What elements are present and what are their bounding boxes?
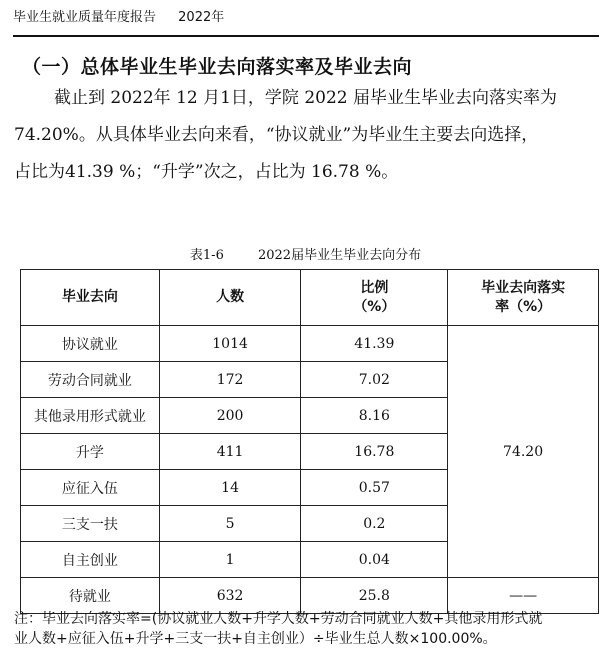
- section-heading: （一）总体毕业生毕业去向落实率及毕业去向: [22, 56, 413, 78]
- cell-count: 5: [159, 506, 301, 542]
- footnote-line: 业人数+应征入伍+升学+三支一扶+自主创业）÷毕业生总人数×100.00%。: [14, 631, 497, 647]
- footnote: [14, 609, 604, 649]
- footnote-line: 注：毕业去向落实率=(协议就业人数+升学人数+劳动合同就业人数+其他录用形式就: [14, 611, 543, 627]
- header-ratio-label: 比例: [360, 279, 389, 296]
- table-row: [21, 326, 599, 362]
- cell-count: 172: [159, 362, 301, 398]
- header-implementation-rate: [448, 270, 599, 326]
- cell-count: 411: [159, 434, 301, 470]
- cell-ratio: 7.02: [301, 362, 448, 398]
- header-destination: 毕业去向: [21, 270, 160, 326]
- cell-destination: 应征入伍: [21, 470, 160, 506]
- paragraph-line: 74.20%。从具体毕业去向来看，“协议就业”为毕业生主要去向选择，: [14, 125, 539, 145]
- cell-destination: 劳动合同就业: [21, 362, 160, 398]
- cell-count: 1014: [159, 326, 301, 362]
- running-header: [13, 9, 599, 37]
- cell-count: 1: [159, 542, 301, 578]
- cell-ratio: 16.78: [301, 434, 448, 470]
- cell-count: 200: [159, 398, 301, 434]
- report-year: 2022年: [178, 10, 225, 25]
- cell-destination: 升学: [21, 434, 160, 470]
- cell-count: 632: [159, 578, 301, 614]
- paragraph-line: 截止到 2022年 12 月1日，学院 2022 届毕业生毕业去向落实率为: [54, 88, 557, 108]
- header-rate-unit: 率（%）: [495, 298, 552, 315]
- cell-ratio: 0.57: [301, 470, 448, 506]
- table-caption-number: 表1-6: [189, 248, 224, 263]
- cell-count: 14: [159, 470, 301, 506]
- table-caption: [0, 244, 611, 263]
- header-count: 人数: [159, 270, 301, 326]
- cell-rate-dash: ——: [448, 578, 599, 614]
- cell-destination: 待就业: [21, 578, 160, 614]
- cell-ratio: 0.2: [301, 506, 448, 542]
- header-ratio: [301, 270, 448, 326]
- cell-destination: 其他录用形式就业: [21, 398, 160, 434]
- body-paragraph: [14, 80, 604, 191]
- table-header-row: [21, 270, 599, 326]
- cell-ratio: 8.16: [301, 398, 448, 434]
- cell-ratio: 25.8: [301, 578, 448, 614]
- header-rate-label: 毕业去向落实: [481, 279, 566, 296]
- header-ratio-unit: （%）: [353, 298, 396, 315]
- cell-destination: 自主创业: [21, 542, 160, 578]
- table-caption-title: 2022届毕业生毕业去向分布: [257, 248, 422, 263]
- paragraph-line: 占比为41.39 %；“升学”次之，占比为 16.78 %。: [14, 162, 399, 182]
- cell-ratio: 41.39: [301, 326, 448, 362]
- cell-implementation-rate: 74.20: [448, 326, 599, 578]
- report-title: 毕业生就业质量年度报告: [13, 10, 157, 25]
- cell-destination: 三支一扶: [21, 506, 160, 542]
- destination-table: [20, 269, 599, 614]
- cell-ratio: 0.04: [301, 542, 448, 578]
- cell-destination: 协议就业: [21, 326, 160, 362]
